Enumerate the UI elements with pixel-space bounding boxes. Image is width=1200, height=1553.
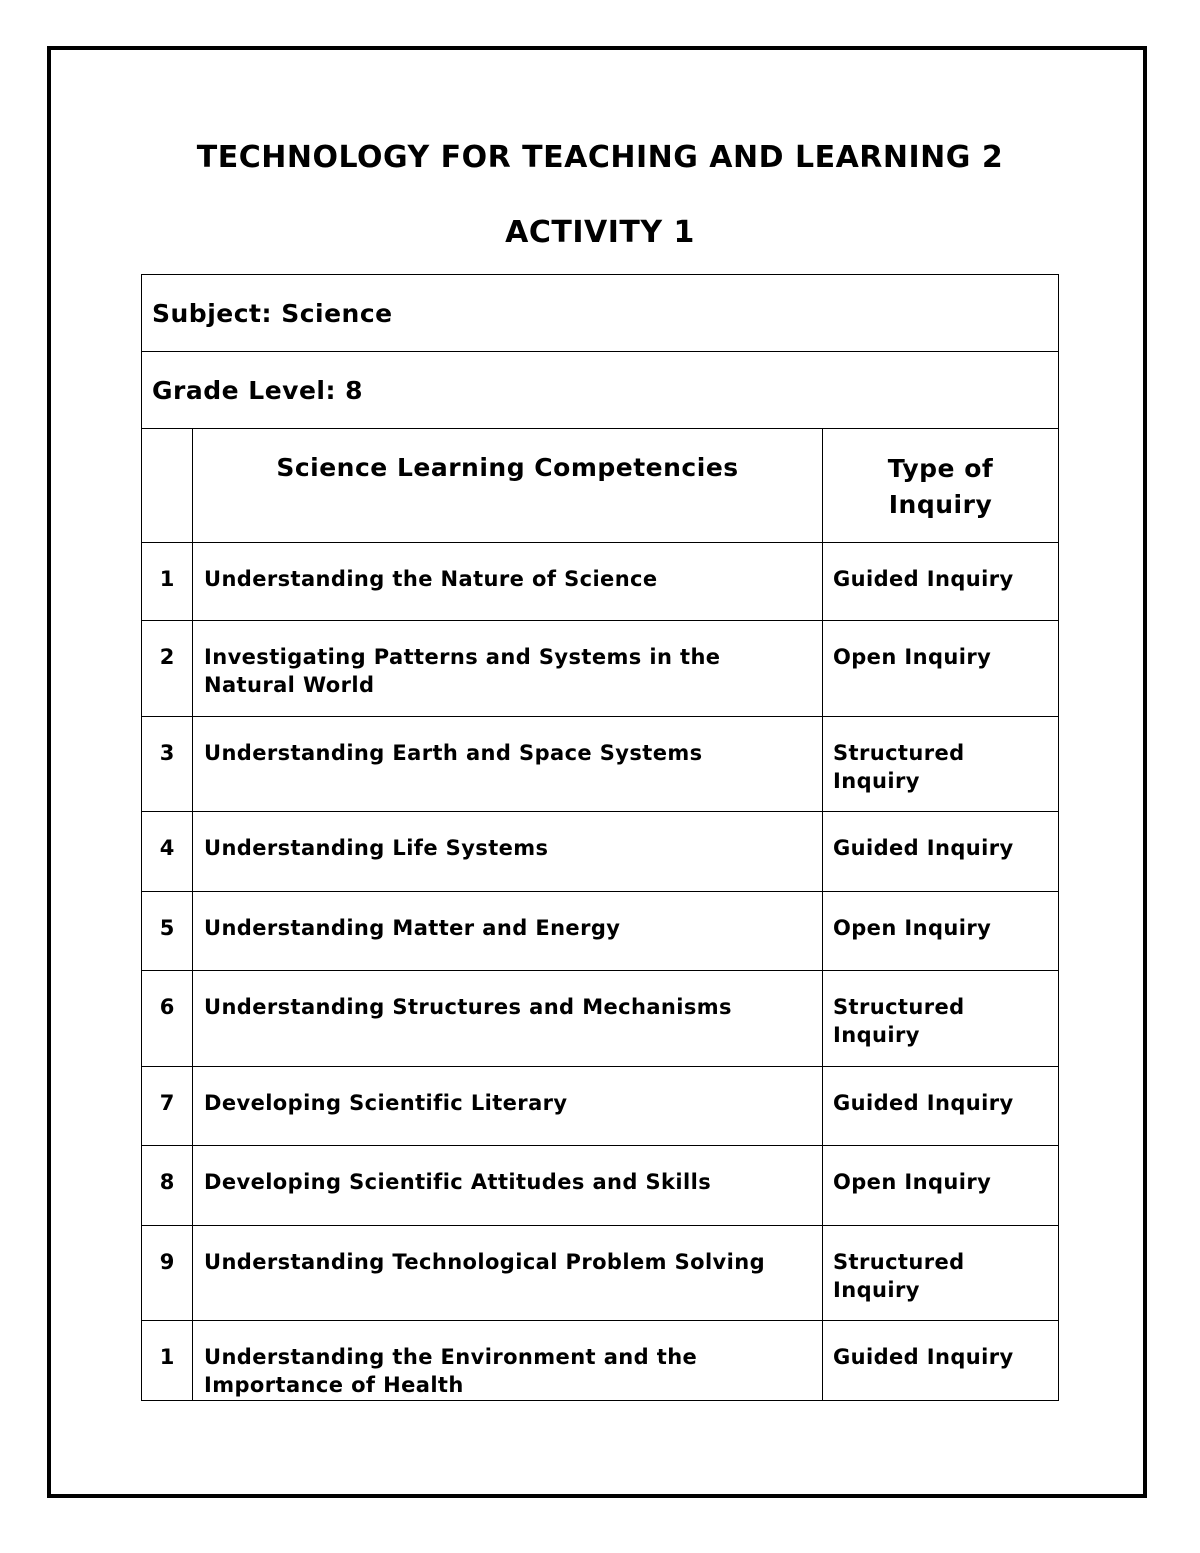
inquiry-type-cell: Structured Inquiry [823,971,1059,1067]
competency-rows [142,543,1059,1401]
subject-row [142,275,1059,352]
inquiry-type-cell: Open Inquiry [823,621,1059,717]
table-row [142,1321,1059,1401]
inquiry-type-cell: Guided Inquiry [823,543,1059,621]
row-number: 1 [142,543,193,621]
competency-cell: Understanding the Nature of Science [193,543,823,621]
header-row [142,429,1059,543]
header-competency-cell: Science Learning Competencies [193,429,823,543]
competency-cell: Developing Scientific Literary [193,1067,823,1146]
competency-cell: Understanding the Environment and the Importance of Health [193,1321,823,1401]
table-row [142,1146,1059,1226]
grade-level-cell: Grade Level: 8 [142,352,1059,429]
inquiry-type-cell: Open Inquiry [823,892,1059,971]
table-row [142,812,1059,892]
competency-table [141,274,1059,1401]
competency-cell: Understanding Earth and Space Systems [193,717,823,812]
inquiry-type-cell: Structured Inquiry [823,1226,1059,1321]
table-row [142,543,1059,621]
row-number: 3 [142,717,193,812]
subject-cell: Subject: Science [142,275,1059,352]
table-row [142,1067,1059,1146]
row-number: 7 [142,1067,193,1146]
inquiry-type-cell: Open Inquiry [823,1146,1059,1226]
competency-cell: Investigating Patterns and Systems in the Natural World [193,621,823,717]
table-row [142,971,1059,1067]
table-row [142,717,1059,812]
inquiry-type-cell: Guided Inquiry [823,812,1059,892]
row-number: 6 [142,971,193,1067]
competency-cell: Understanding Structures and Mechanisms [193,971,823,1067]
header-type-cell [823,429,1059,543]
row-number: 2 [142,621,193,717]
inquiry-type-cell: Guided Inquiry [823,1067,1059,1146]
row-number: 8 [142,1146,193,1226]
row-number: 4 [142,812,193,892]
row-number: 9 [142,1226,193,1321]
header-type-label: Type of Inquiry [887,454,994,519]
grade-level-row [142,352,1059,429]
competency-cell: Understanding Matter and Energy [193,892,823,971]
inquiry-type-cell: Guided Inquiry [823,1321,1059,1401]
competency-cell: Developing Scientific Attitudes and Skills [193,1146,823,1226]
inquiry-type-cell: Structured Inquiry [823,717,1059,812]
document-title: TECHNOLOGY FOR TEACHING AND LEARNING 2 [196,140,1004,175]
table-row [142,1226,1059,1321]
row-number: 1 [142,1321,193,1401]
row-number: 5 [142,892,193,971]
header-number-cell [142,429,193,543]
table-row [142,892,1059,971]
table-row [142,621,1059,717]
competency-cell: Understanding Life Systems [193,812,823,892]
competency-cell: Understanding Technological Problem Solving [193,1226,823,1321]
document-subtitle: ACTIVITY 1 [505,215,695,250]
